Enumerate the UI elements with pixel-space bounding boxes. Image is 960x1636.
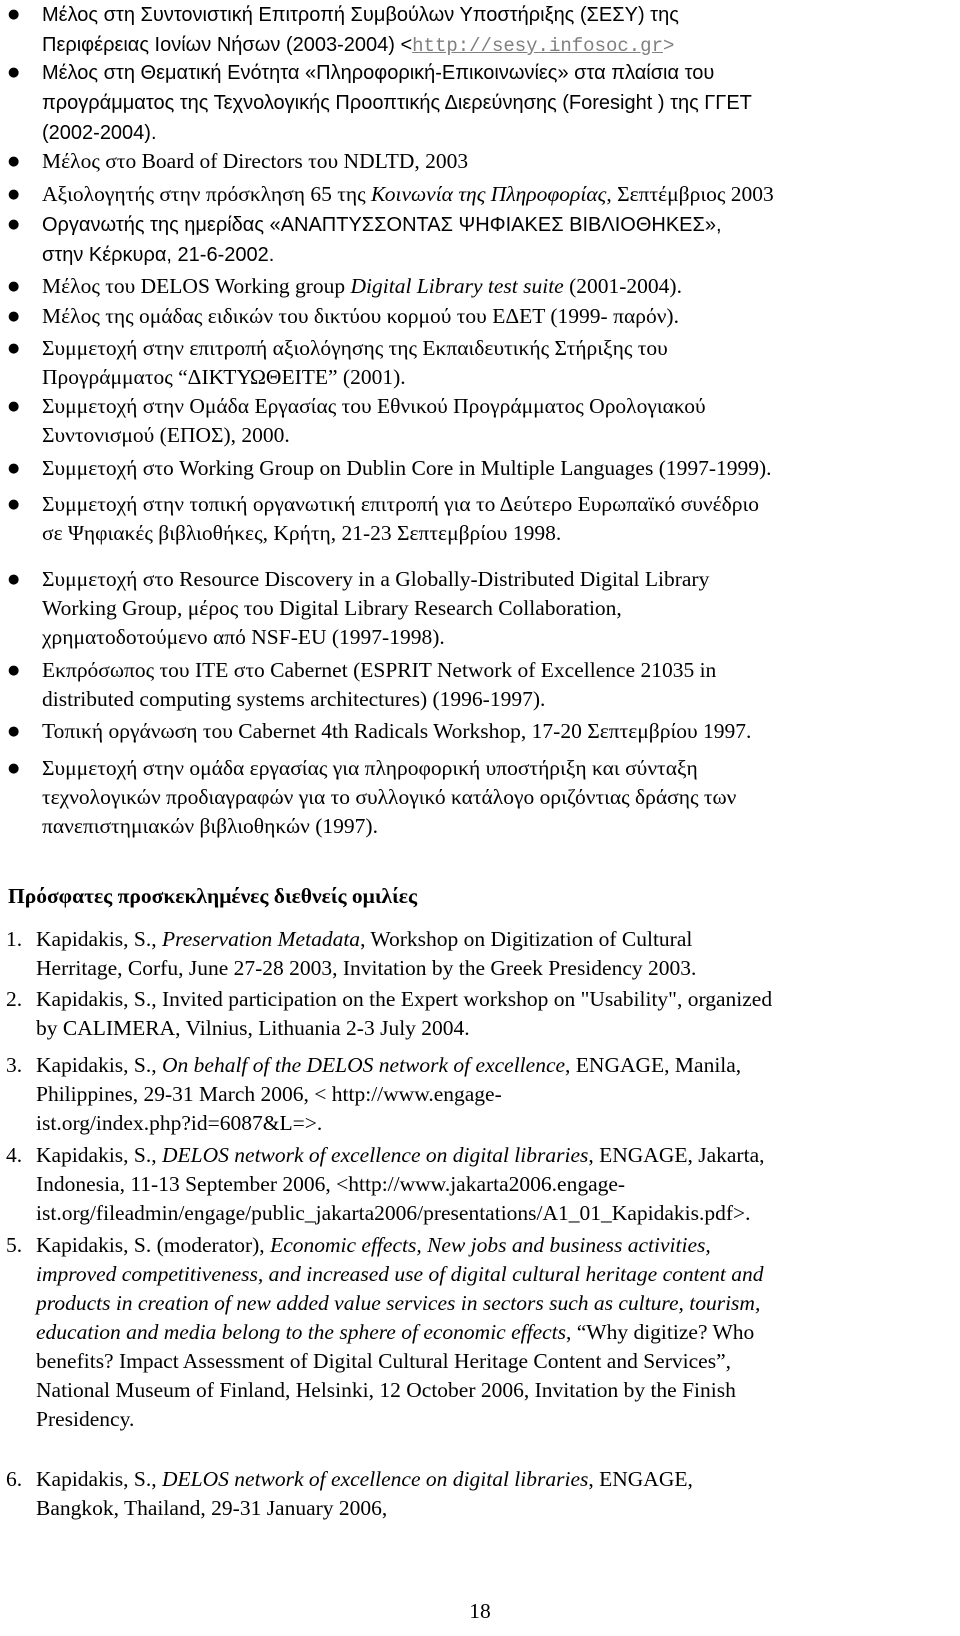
talk-number: 4. [6,1143,23,1167]
list-item: ● Μέλος της ομάδας ειδικών του δικτύου κορμού του ΕΔΕΤ (1999- παρόν). [42,302,942,331]
bullet-icon: ● [8,663,20,678]
page-number: 18 [469,1599,491,1623]
talk-number: 5. [6,1233,23,1257]
bullet-icon: ● [8,761,20,776]
bullet-icon: ● [8,65,20,80]
list-item: ● Εκπρόσωπος του ΙΤΕ στο Cabernet (ESPRIT Network of Excellence 21035 in distributed computing systems architectures) (1996-1997). [8,658,717,711]
list-item: ● Συμμετοχή στο Resource Discovery in a Globally-Distributed Digital Library Working Group, μέρος του Digital Library Research Collaboration, χρηματοδοτούμενο από NSF-EU (1997-1998). [8,567,710,649]
list-item: ● Αξιολογητής στην πρόσκληση 65 της Κοινωνία της Πληροφορίας, Σεπτέμβριος 2003 [42,180,942,209]
bullet-icon: ● [8,497,20,512]
list-item: ● Μέλος του DELOS Working group Digital Library test suite (2001-2004). [42,272,942,301]
bullet-icon: ● [8,154,20,169]
bullet-icon: ● [8,724,20,739]
list-item: ● Μέλος στη Θεματική Ενότητα «Πληροφορική-Επικοινωνίες» στα πλαίσια του προγράμματος της Τεχνολογικής Προοπτικής Διερεύνησης (Foresight ) της ΓΓΕΤ (2002-2004). [42,58,942,148]
list-item: ● Συμμετοχή στην επιτροπή αξιολόγησης της Εκπαιδευτικής Στήριξης του Προγράμματος “ΔΙΚΤΥΩΘΕΙΤΕ” (2001). [8,336,668,389]
list-item: ● Μέλος στη Συντονιστική Επιτροπή Συμβούλων Υποστήριξης (ΣΕΣΥ) της Περιφέρειας Ιονίων Νήσων (2003-2004) <http://sesy.infosoc.gr> [42,0,942,61]
bullet-icon: ● [8,217,20,232]
bullet-icon: ● [8,279,20,294]
talk-number: 1. [6,927,23,951]
list-item: ● Μέλος στο Board of Directors του NDLTD, 2003 [42,147,942,176]
list-item: ● Συμμετοχή στην Ομάδα Εργασίας του Εθνικού Προγράμματος Ορολογιακού Συντονισμού (ΕΠΟΣ), 2000. [8,394,706,447]
talk-item: 2. Kapidakis, S., Invited participation on the Expert workshop on "Usability", organized by CALIMERA, Vilnius, Lithuania 2-3 July 2004. [6,987,773,1040]
talk-item: 5. Kapidakis, S. (moderator), Economic effects, New jobs and business activities, improved competitiveness, and increased use of digital cultural heritage content and products in creation of new added value services in sectors such as culture, tourism, education and media belong to the sphere of economic effects, “Why digitize? Who benefits? Impact Assessment of Digital Cultural Heritage Content and Services”, National Museum of Finland, Helsinki, 12 October 2006, Invitation by the Finish Presidency. [6,1233,764,1431]
talk-item: 4. Kapidakis, S., DELOS network of excellence on digital libraries, ENGAGE, Jakarta, Indonesia, 11-13 September 2006, <http://www.jakarta2006.engage- ist.org/fileadmin/engage/public_jakarta2006/presentations/A1_01_Kapidakis.pdf>. [6,1143,765,1225]
list-item: ● Συμμετοχή στο Working Group on Dublin Core in Multiple Languages (1997-1999). [42,454,942,483]
talk-number: 3. [6,1053,23,1077]
talk-item: 6. Kapidakis, S., DELOS network of excellence on digital libraries, ENGAGE, Bangkok, Thailand, 29-31 January 2006, [6,1467,693,1520]
list-item: ● Συμμετοχή στην ομάδα εργασίας για πληροφορική υποστήριξη και σύνταξη τεχνολογικών προδιαγραφών για το συλλογικό κατάλογο οριζόντιας δράσης των πανεπιστημιακών βιβλιοθηκών (1997). [8,756,737,838]
bullet-icon: ● [8,461,20,476]
bullet-icon: ● [8,341,20,356]
list-item: ● Οργανωτής της ημερίδας «ΑΝΑΠΤΥΣΣΟΝΤΑΣ ΨΗΦΙΑΚΕΣ ΒΙΒΛΙΟΘΗΚΕΣ», στην Κέρκυρα, 21-6-2002. [42,210,942,270]
bullet-icon: ● [8,187,20,202]
talk-item: 3. Kapidakis, S., On behalf of the DELOS network of excellence, ENGAGE, Manila, Philippines, 29-31 March 2006, < http://www.engage- ist.org/index.php?id=6087&L=>. [6,1053,742,1135]
bullet-icon: ● [8,7,20,22]
sesy-link[interactable]: http://sesy.infosoc.gr [412,35,663,57]
talk-number: 2. [6,987,23,1011]
bullet-icon: ● [8,309,20,324]
list-item: ● Συμμετοχή στην τοπική οργανωτική επιτροπή για το Δεύτερο Ευρωπαϊκό συνέδριο σε Ψηφιακές βιβλιοθήκες, Κρήτη, 21-23 Σεπτεμβρίου 1998. [8,492,760,545]
bullet-icon: ● [8,572,20,587]
bullet-icon: ● [8,399,20,414]
section-title: Πρόσφατες προσκεκλημένες διεθνείς ομιλίες [8,884,418,908]
talk-number: 6. [6,1467,23,1491]
talk-item: 1. Kapidakis, S., Preservation Metadata, Workshop on Digitization of Cultural Herritage, Corfu, June 27-28 2003, Invitation by the Greek Presidency 2003. [6,927,697,980]
list-item: ● Τοπική οργάνωση του Cabernet 4th Radicals Workshop, 17-20 Σεπτεμβρίου 1997. [42,717,942,746]
